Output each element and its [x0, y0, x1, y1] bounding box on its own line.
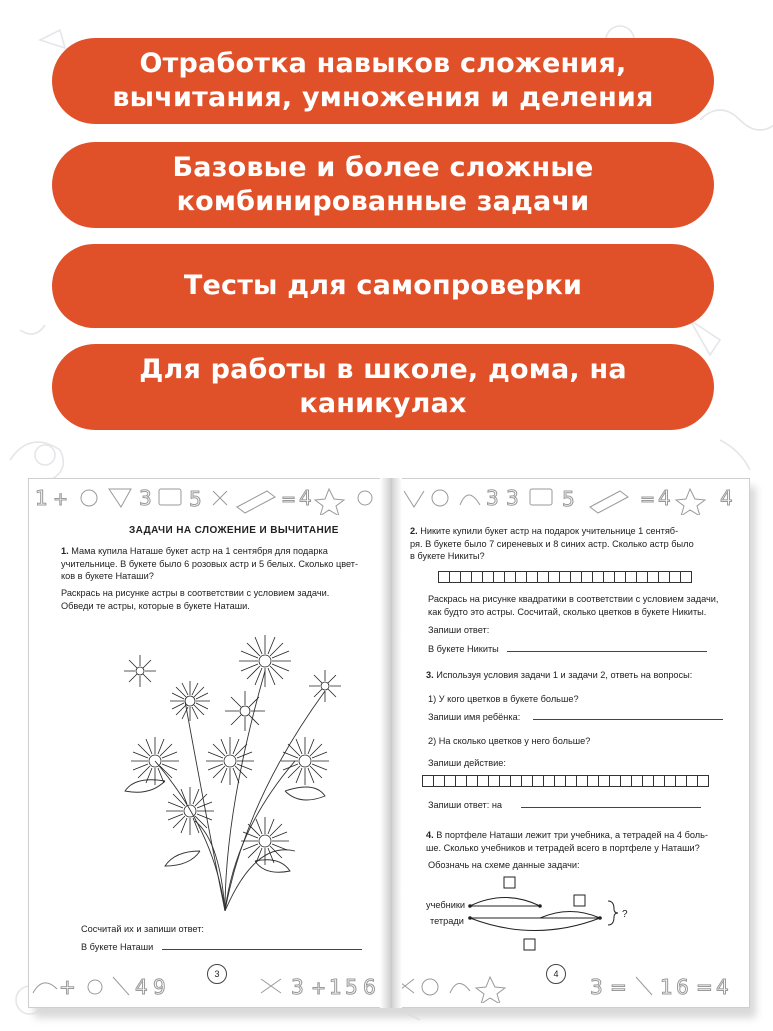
- deco-digit: 3: [291, 975, 304, 999]
- child-name-row: [428, 711, 728, 724]
- deco-digit: =: [281, 489, 297, 510]
- task-text-line: Никите купили букет астр на подарок учительнице 1 сентяб-: [420, 526, 679, 536]
- instruction-line: Раскрась на рисунке квадратики в соответствии с условием задачи,: [428, 594, 719, 604]
- feature-banner-usage: [52, 344, 714, 430]
- answer-line[interactable]: [162, 949, 362, 950]
- book-gutter: [380, 478, 402, 1008]
- doodle-strip-top-left: [29, 481, 390, 515]
- task-number: 4.: [426, 830, 434, 840]
- feature-banner-tasks: [52, 142, 714, 228]
- task-text-line: ков в букете Наташи?: [61, 571, 154, 581]
- page-number-right: 4: [546, 964, 566, 984]
- task-2: [410, 525, 736, 563]
- deco-digit: =: [640, 489, 656, 510]
- answer-label: В букете Наташи: [81, 942, 154, 952]
- deco-digit: +: [311, 978, 327, 999]
- scheme-label-notebooks: тетради: [430, 916, 464, 926]
- deco-digit: 5: [562, 487, 575, 511]
- deco-digit: 6: [676, 975, 689, 999]
- deco-digit: 3: [590, 975, 603, 999]
- deco-digit: =: [696, 975, 713, 999]
- left-page: [28, 478, 390, 1008]
- coloring-squares-row-15[interactable]: [438, 571, 691, 583]
- feature-line: комбинированные задачи: [176, 186, 590, 217]
- grid-square[interactable]: [697, 775, 709, 787]
- answer-line[interactable]: [521, 807, 701, 808]
- write-action-label: Запиши действие:: [428, 758, 506, 768]
- task-text-line: учительнице. В букете было 6 розовых астр и 5 белых. Сколько цвет-: [61, 558, 359, 569]
- deco-digit: 1: [660, 975, 673, 999]
- segment-scheme: [460, 875, 640, 955]
- scheme-box[interactable]: [574, 895, 585, 906]
- feature-line: Отработка навыков сложения,: [139, 48, 627, 79]
- feature-banner-tests: [52, 244, 714, 328]
- child-name-line[interactable]: [533, 719, 723, 720]
- section-heading: ЗАДАЧИ НА СЛОЖЕНИЕ И ВЫЧИТАНИЕ: [129, 525, 339, 536]
- task-text-line: ше. Сколько учебников и тетрадей всего в портфеле у Наташи?: [426, 842, 700, 853]
- deco-digit: +: [53, 489, 69, 510]
- action-squares-row[interactable]: [422, 775, 708, 787]
- task-4: [426, 829, 744, 854]
- task-number: 3.: [426, 670, 434, 680]
- deco-digit: +: [59, 975, 76, 999]
- question-2: 2) На сколько цветков у него больше?: [428, 736, 591, 746]
- asters-illustration: [95, 611, 355, 911]
- deco-digit: 1: [329, 975, 342, 999]
- deco-digit: 5: [345, 975, 358, 999]
- task-text-line: Мама купила Наташе букет астр на 1 сентября для подарка: [71, 546, 328, 556]
- deco-digit: 3: [139, 486, 152, 510]
- deco-digit: 3: [506, 486, 519, 510]
- write-answer-label: Запиши ответ:: [428, 625, 490, 635]
- feature-banner-arithmetic: [52, 38, 714, 124]
- answer-on-row: [428, 799, 728, 812]
- feature-line: вычитания, умножения и деления: [112, 82, 654, 113]
- page-number-left: 3: [207, 964, 227, 984]
- task-text-line: ря. В букете было 7 сиреневых и 8 синих астр. Сколько астр было: [410, 538, 694, 549]
- deco-digit: 4: [135, 975, 148, 999]
- task-1: [61, 545, 379, 583]
- task-text: Используя условия задачи 1 и задачи 2, ответь на вопросы:: [436, 670, 693, 680]
- doodle-strip-bottom-right: [390, 969, 750, 1003]
- feature-line: Базовые и более сложные: [172, 152, 594, 183]
- count-prompt: Сосчитай их и запиши ответ:: [81, 924, 204, 934]
- brace-arc: [470, 918, 600, 931]
- instruction-line: Раскрась на рисунке астры в соответствии с условием задачи.: [61, 588, 330, 598]
- deco-digit: 4: [658, 486, 671, 510]
- doodle-strip-top-right: [390, 481, 750, 515]
- deco-digit: 9: [153, 975, 166, 999]
- coloring-instruction: [61, 587, 379, 612]
- right-page: [390, 478, 750, 1008]
- question-1: 1) У кого цветков в букете больше?: [428, 694, 579, 704]
- task-number: 1.: [61, 546, 69, 556]
- answer-row: [81, 941, 371, 954]
- write-answer-on-label: Запиши ответ: на: [428, 800, 503, 810]
- deco-digit: =: [610, 975, 627, 999]
- task-number: 2.: [410, 526, 418, 536]
- task-text-line: В портфеле Наташи лежит три учебника, а тетрадей на 4 боль-: [436, 830, 708, 840]
- write-child-name-label: Запиши имя ребёнка:: [428, 712, 521, 722]
- scheme-box[interactable]: [504, 877, 515, 888]
- task-text-line: в букете Никиты?: [410, 551, 485, 561]
- deco-digit: 4: [720, 486, 733, 510]
- brace-arc: [540, 912, 600, 919]
- feature-line: Для работы в школе, дома, на каникулах: [139, 354, 627, 419]
- open-workbook: [28, 478, 750, 1008]
- answer-2-row: [428, 643, 728, 656]
- instruction-line: как будто это астры. Сосчитай, сколько цветков в букете Никиты.: [428, 606, 707, 617]
- scheme-question-mark: ?: [622, 909, 628, 920]
- deco-digit: 3: [486, 486, 499, 510]
- deco-digit: 4: [716, 975, 729, 999]
- task-3: [426, 669, 744, 682]
- scheme-box[interactable]: [524, 939, 535, 950]
- scheme-prompt: Обозначь на схеме данные задачи:: [428, 860, 580, 870]
- deco-digit: 6: [363, 975, 376, 999]
- answer-label: В букете Никиты: [428, 644, 499, 654]
- scheme-label-textbooks: учебники: [426, 900, 466, 910]
- brace-arc: [470, 898, 540, 907]
- feature-line: Тесты для самопроверки: [183, 270, 583, 301]
- instruction-line: Обведи те астры, которые в букете Наташи.: [61, 600, 250, 611]
- total-brace: [608, 901, 618, 925]
- deco-digit: 5: [189, 487, 202, 511]
- answer-line[interactable]: [507, 651, 707, 652]
- deco-digit: 4: [299, 486, 312, 510]
- deco-digit: 1: [35, 486, 48, 510]
- color-square[interactable]: [680, 571, 692, 583]
- task-2-instruction: [428, 593, 746, 618]
